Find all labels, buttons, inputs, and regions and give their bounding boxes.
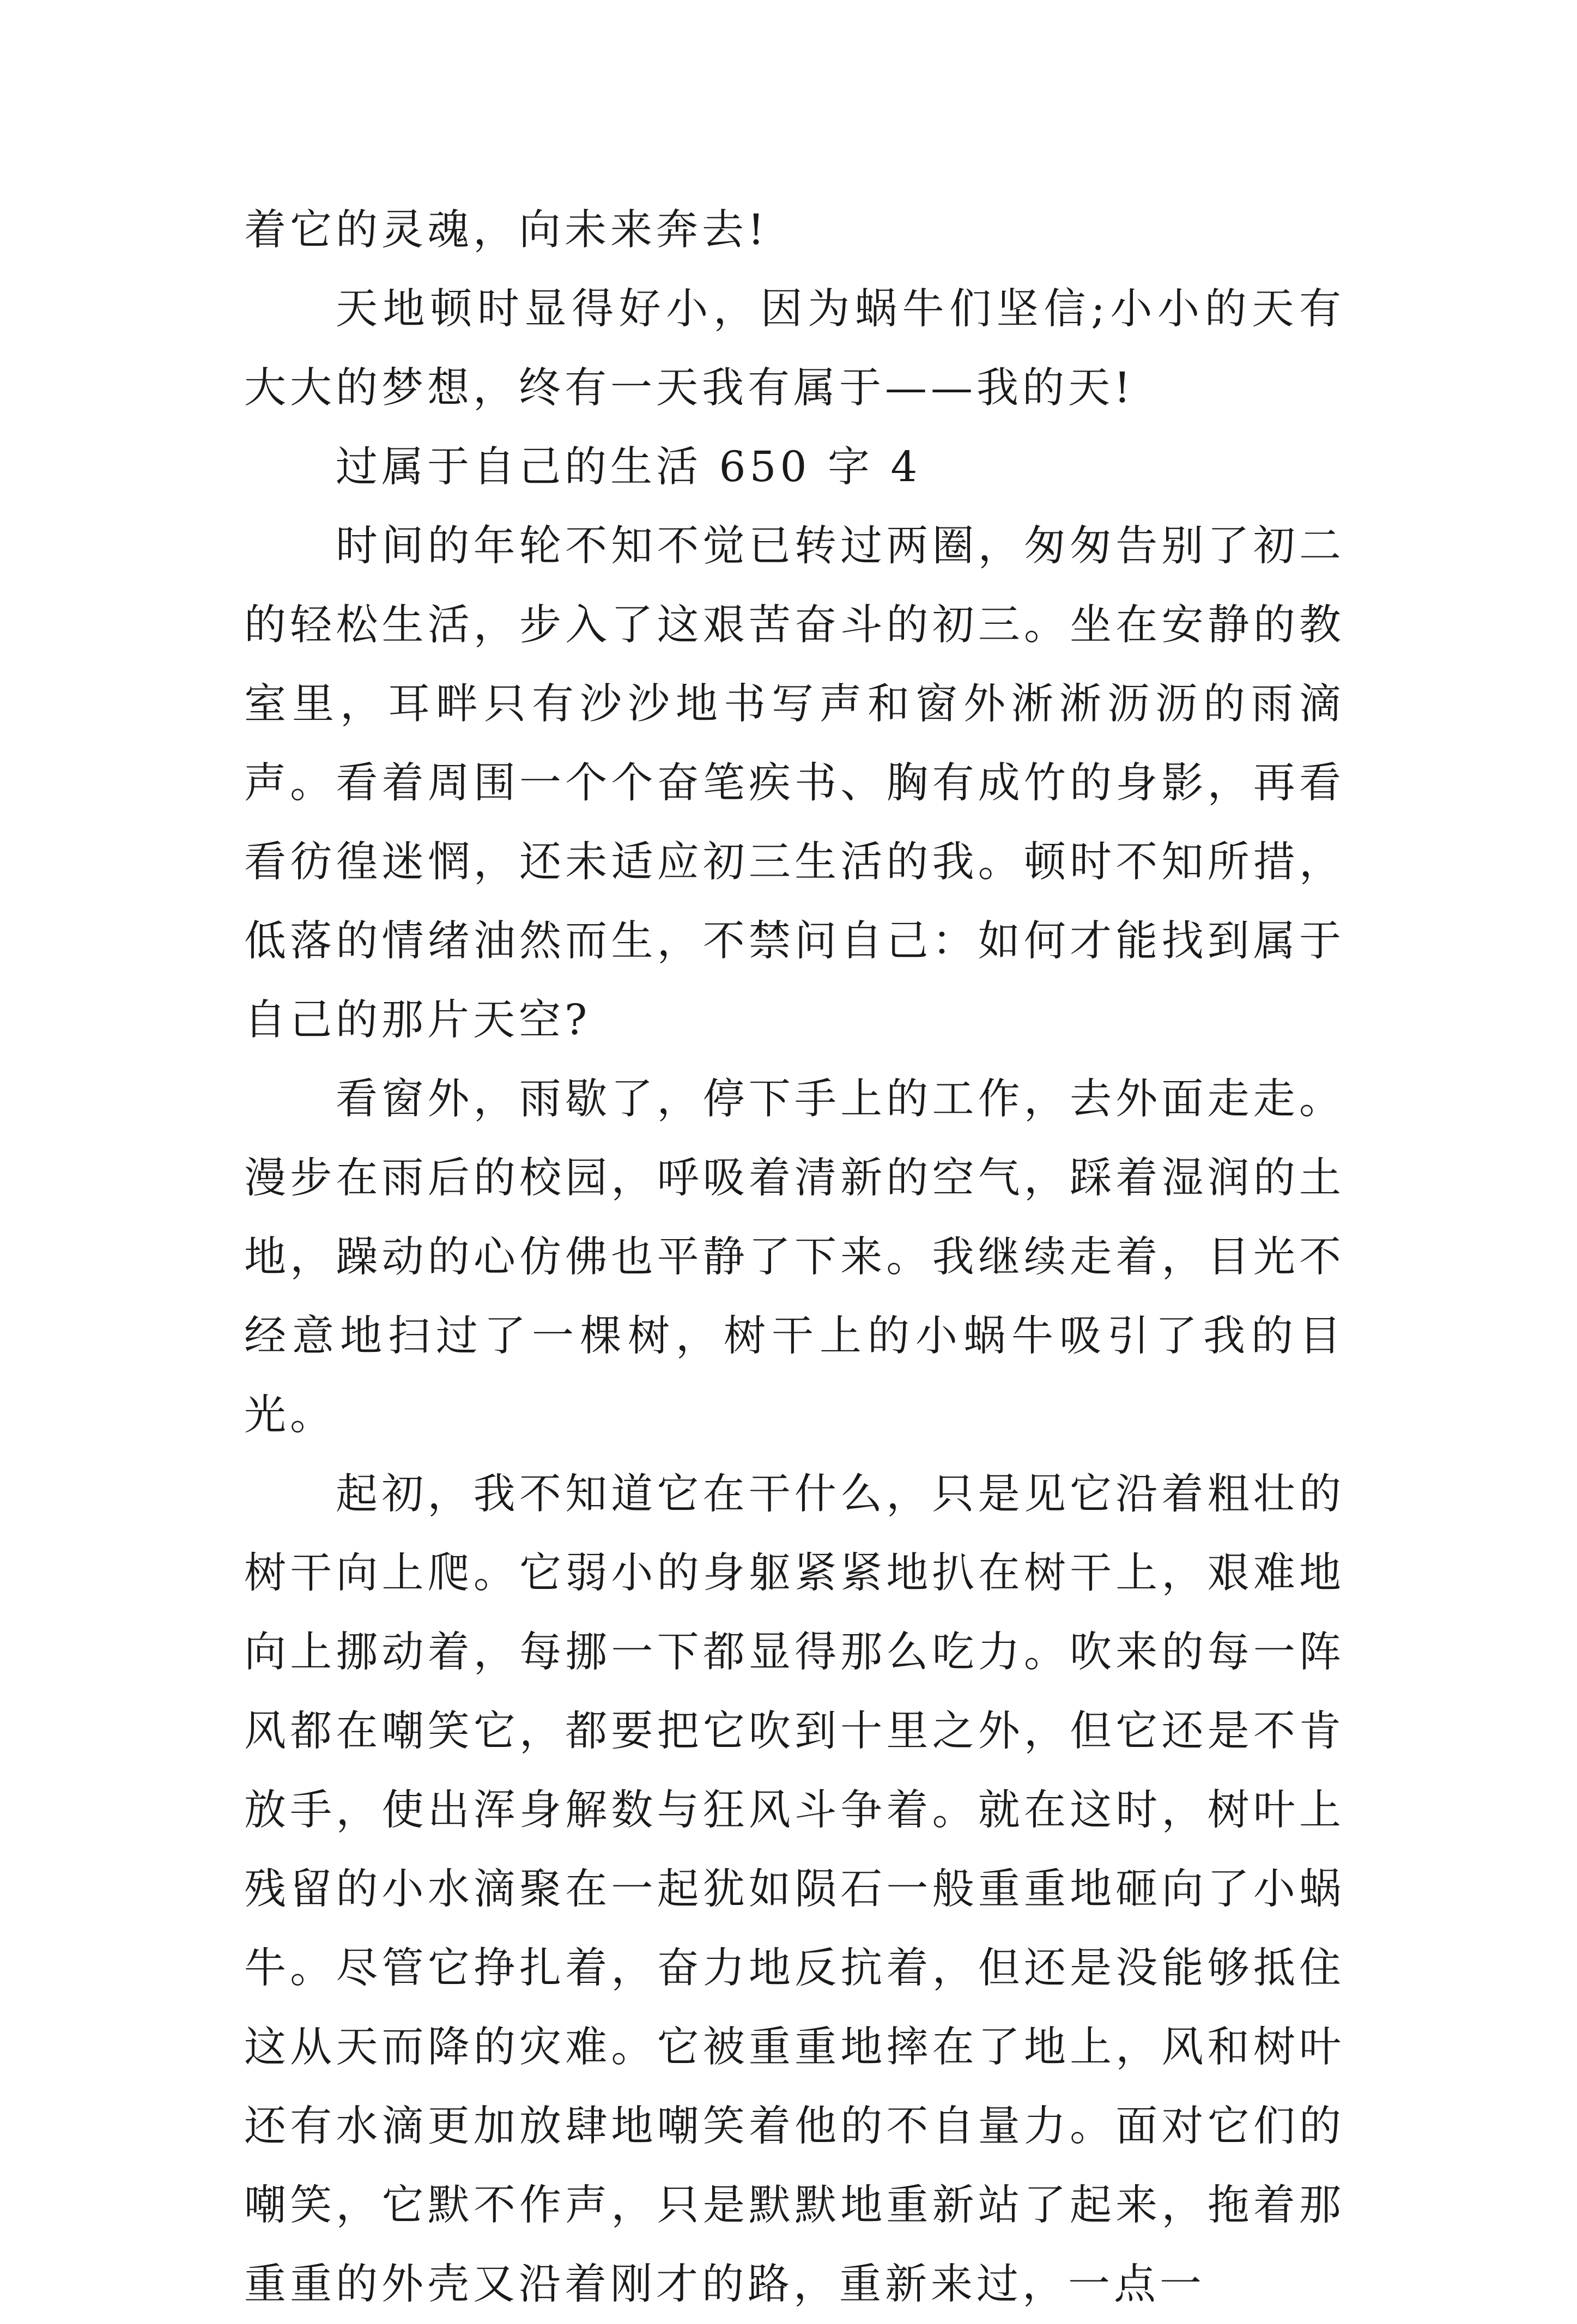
paragraph-snail: 起初，我不知道它在干什么，只是见它沿着粗壮的树干向上爬。它弱小的身躯紧紧地扒在树干上，艰难地向上挪动着，每挪一下都显得那么吃力。吹来的每一阵风都在嘲笑它，都要把它吹到十里之外，但它还是不肯放手，使出浑身解数与狂风斗争着。就在这时，树叶上残留的小水滴聚在一起犹如陨石一般重重地砸向了小蜗牛。尽管它挣扎着，奋力地反抗着，但还是没能够抵住这从天而降的灾难。它被重重地摔在了地上，风和树叶还有水滴更加放肆地嘲笑着他的不自量力。面对它们的嘲笑，它默不作声，只是默默地重新站了起来，拖着那重重的外壳又沿着刚才的路，重新来过，一点一 — [244, 1470, 1345, 2309]
paragraph-sky-dream: 天地顿时显得好小，因为蜗牛们坚信;小小的天有大大的梦想，终有一天我有属于——我的天! — [244, 285, 1345, 412]
essay-title: 过属于自己的生活 650 字 4 — [336, 443, 921, 492]
paragraph-continuation: 着它的灵魂，向未来奔去! — [244, 206, 768, 254]
document-body — [244, 191, 1345, 2324]
paragraph-walk: 看窗外，雨歇了，停下手上的工作，去外面走走。漫步在雨后的校园，呼吸着清新的空气，踩着湿润的土地，躁动的心仿佛也平静了下来。我继续走着，目光不经意地扫过了一棵树，树干上的小蜗牛吸引了我的目光。 — [244, 1075, 1345, 1440]
paragraph-classroom: 时间的年轮不知不觉已转过两圈，匆匆告别了初二的轻松生活，步入了这艰苦奋斗的初三。坐在安静的教室里，耳畔只有沙沙地书写声和窗外淅淅沥沥的雨滴声。看着周围一个个奋笔疾书、胸有成竹的身影，再看看彷徨迷惘，还未适应初三生活的我。顿时不知所措，低落的情绪油然而生，不禁问自己：如何才能找到属于自己的那片天空? — [244, 522, 1345, 1045]
